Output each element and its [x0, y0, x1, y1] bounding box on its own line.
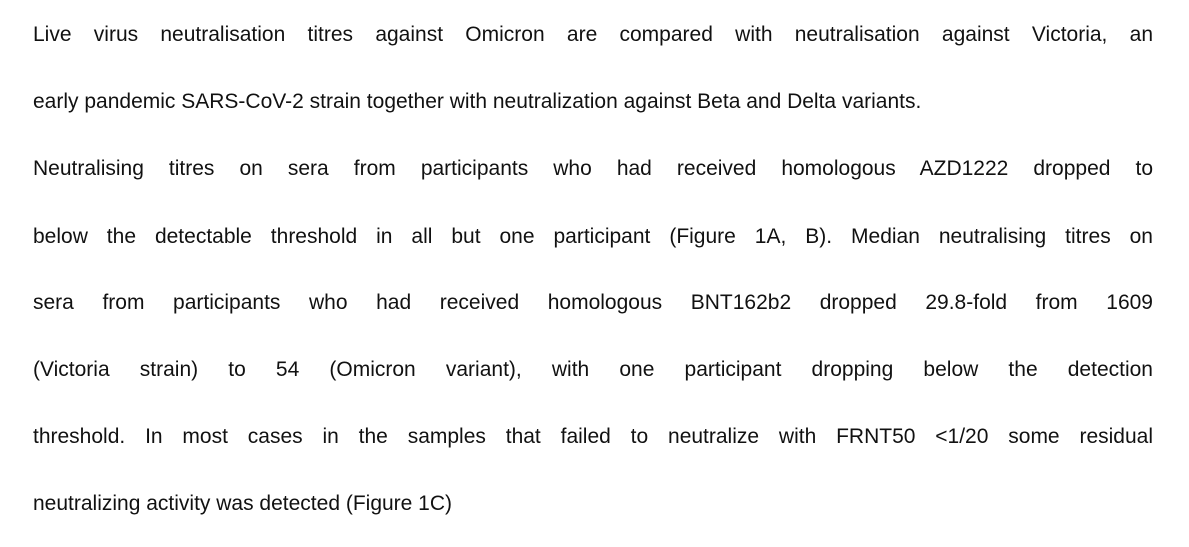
paragraph-2-line-4: (Victoria strain) to 54 (Omicron variant), with one participant dropping below the detection — [33, 358, 1153, 381]
paragraph-1-line-1: Live virus neutralisation titres against Omicron are compared with neutralisation against Victoria, an — [33, 23, 1153, 46]
paragraph-1-line-2: early pandemic SARS-CoV-2 strain together with neutralization against Beta and Delta variants. — [33, 90, 922, 113]
paragraph-2-line-3: sera from participants who had received homologous BNT162b2 dropped 29.8-fold from 1609 — [33, 291, 1153, 314]
paragraph-2-line-6: neutralizing activity was detected (Figure 1C) — [33, 492, 453, 515]
paragraph-2-line-1: Neutralising titres on sera from participants who had received homologous AZD1222 dropped to — [33, 157, 1153, 180]
paragraph-2-line-5: threshold. In most cases in the samples that failed to neutralize with FRNT50 <1/20 some residual — [33, 425, 1153, 448]
paragraph-2-line-2: below the detectable threshold in all but one participant (Figure 1A, B). Median neutralising titres on — [33, 225, 1153, 248]
